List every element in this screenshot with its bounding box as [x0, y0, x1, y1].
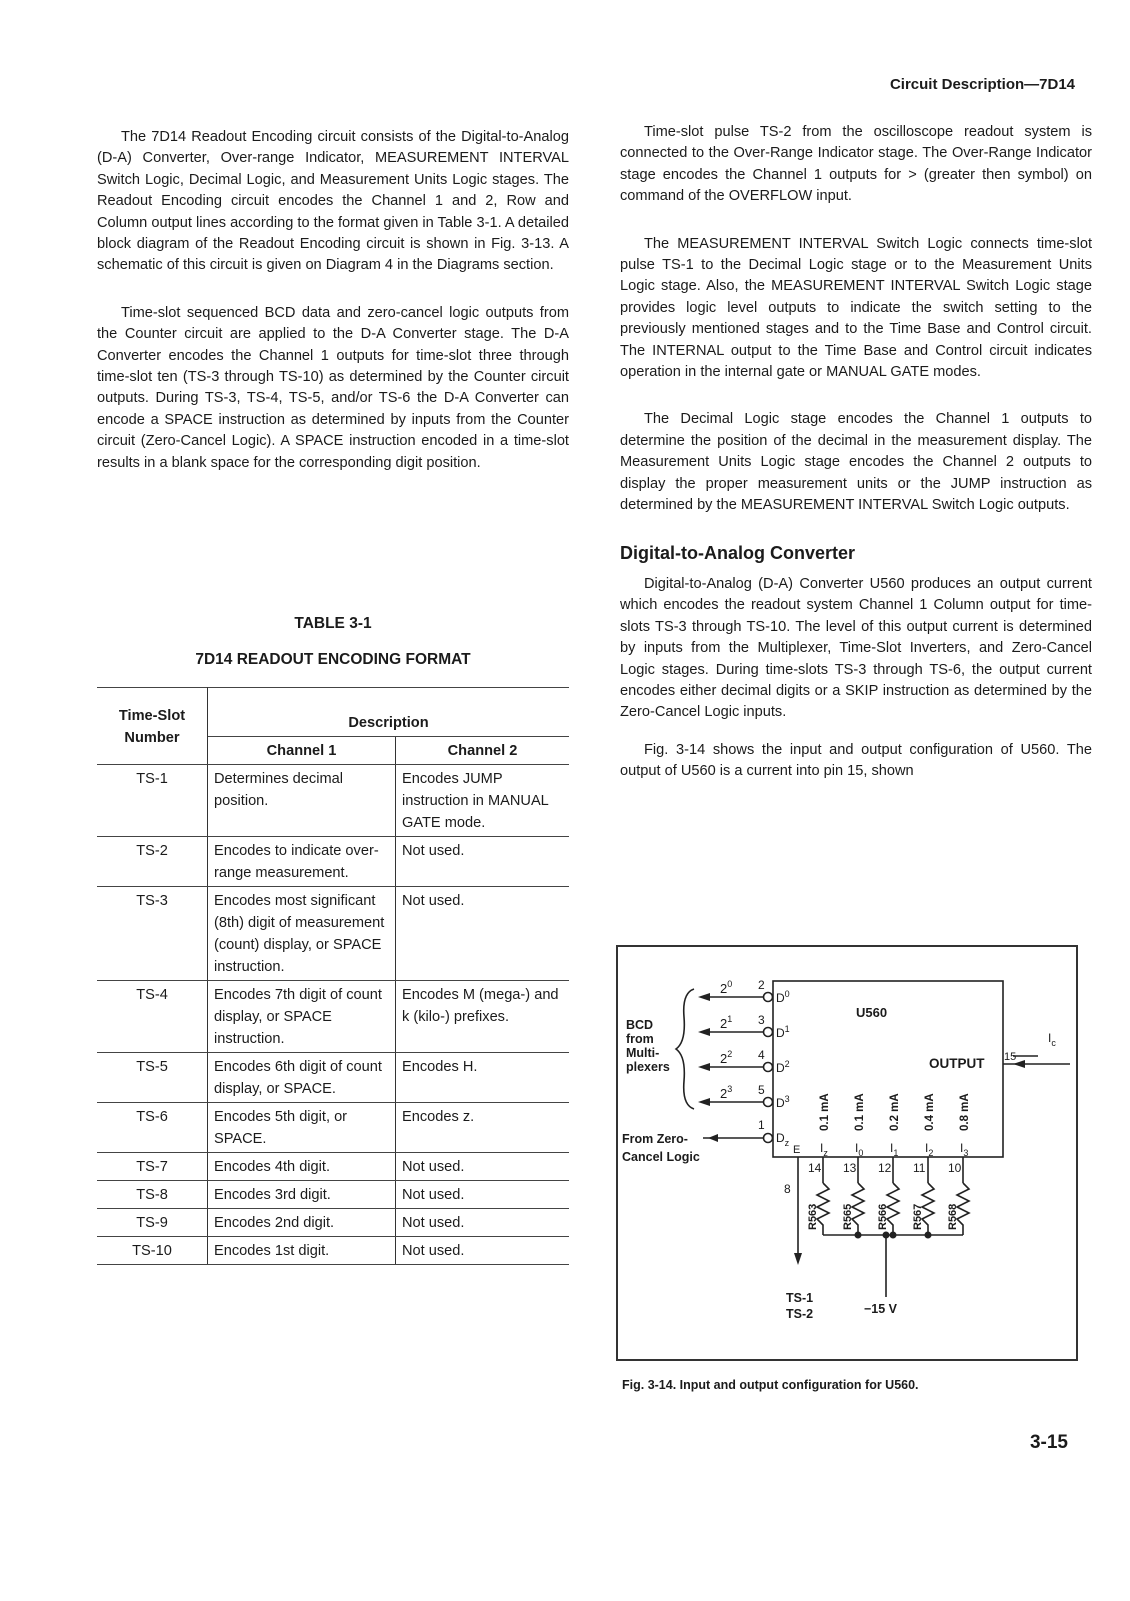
- page-number: 3-15: [1029, 1432, 1068, 1453]
- ts-cell: TS-6: [97, 1103, 208, 1153]
- current-value-i1: 0.2 mA: [889, 1093, 901, 1131]
- pin-2-label: 2: [758, 978, 765, 992]
- pin-4-label: 4: [758, 1048, 765, 1062]
- d-index: 1: [784, 1024, 790, 1034]
- overrange-paragraph: Time-slot pulse TS-2 from the oscilloscope readout system is connected to the Over-Range Indicator stage. The Over-Range Indicator stage encodes the Channel 1 outputs for > (greater then symbol) on command of the OVERFLOW input.: [620, 124, 1092, 205]
- i-subscript: 1: [893, 1148, 899, 1158]
- table-row: [97, 1153, 569, 1181]
- pin15-label: 15: [1004, 1051, 1017, 1063]
- d-letter: D: [776, 1096, 785, 1110]
- weight-base: 2: [720, 1016, 728, 1031]
- ts2-label: TS-2: [786, 1307, 814, 1321]
- weight-exp: 0: [727, 979, 733, 989]
- d0-label: [776, 989, 790, 1005]
- weight-2-0: [720, 979, 732, 996]
- figure-caption: Fig. 3-14. Input and output configuration for U560.: [622, 1378, 919, 1392]
- i-subscript: 2: [928, 1148, 934, 1158]
- supply-label: −15 V: [864, 1302, 898, 1316]
- table-row: [97, 981, 569, 1053]
- ts-cell: TS-2: [97, 837, 208, 887]
- channel1-cell: Encodes 3rd digit.: [208, 1181, 396, 1209]
- weight-2-2: [720, 1049, 732, 1066]
- i1-label: [890, 1141, 898, 1158]
- interval-logic-paragraph: The MEASUREMENT INTERVAL Switch Logic connects time-slot pulse TS-1 to the Decimal Logic stage or to the Measurement Units Logic stage. Also, the MEASUREMENT INTERVAL Switch Logic stage provides logic level outputs to indicate the switch setting to the previously mentioned stages and to the Time Base and Control circuit. The INTERNAL output to the Time Base and Control circuit indicates operation in the internal gate or MANUAL GATE modes.: [620, 235, 1092, 381]
- bcd-label-line3: Multi-: [626, 1046, 660, 1060]
- d-index: 3: [784, 1094, 790, 1104]
- channel1-cell: Encodes 5th digit, or SPACE.: [208, 1103, 396, 1153]
- d-letter: D: [776, 1026, 785, 1040]
- weight-base: 2: [720, 1086, 728, 1101]
- ts-cell: TS-3: [97, 887, 208, 981]
- channel2-cell: Not used.: [396, 1209, 570, 1237]
- i-letter: I: [855, 1141, 859, 1155]
- i-letter: I: [960, 1141, 964, 1155]
- i3-label: [960, 1141, 968, 1158]
- dz-subscript: z: [784, 1138, 790, 1148]
- d-index: 2: [784, 1059, 790, 1069]
- intro-paragraph: The 7D14 Readout Encoding circuit consists of the Digital-to-Analog (D-A) Converter, Over-range Indicator, MEASUREMENT INTERVAL Switch Logic, Decimal Logic, and Measurement Units Logic stages. The Readout Encoding circuit encodes the Channel 1 and 2, Row and Column output lines according to the format given in Table 3-1. A detailed block diagram of the Readout Encoding circuit is shown in Fig. 3-13. A schematic of this circuit is given on Diagram 4 in the Diagrams section.: [97, 129, 569, 274]
- weight-exp: 3: [727, 1084, 733, 1094]
- channel1-cell: Encodes to indicate over-range measurement.: [208, 837, 396, 887]
- ic-letter: I: [1048, 1031, 1052, 1045]
- d2-label: [776, 1059, 790, 1075]
- channel2-cell: Encodes H.: [396, 1053, 570, 1103]
- channel1-cell: Encodes 4th digit.: [208, 1153, 396, 1181]
- i-subscript: z: [823, 1148, 828, 1158]
- table-row: [97, 1181, 569, 1209]
- d3-label: [776, 1094, 790, 1110]
- encoding-format-table: [97, 687, 569, 1265]
- channel1-cell: Encodes most significant (8th) digit of measurement (count) display, or SPACE instruction.: [208, 887, 396, 981]
- table-row: [97, 837, 569, 887]
- chip-label: U560: [856, 1005, 888, 1020]
- channel2-cell: Encodes z.: [396, 1103, 570, 1153]
- current-value-i3: 0.8 mA: [959, 1093, 971, 1131]
- current-value-i2: 0.4 mA: [924, 1093, 936, 1131]
- i-letter: I: [820, 1141, 824, 1155]
- table-row: [97, 1103, 569, 1153]
- figure-3-14: [616, 945, 1078, 1361]
- d-letter: D: [776, 991, 785, 1005]
- ic-subscript: c: [1051, 1038, 1056, 1048]
- i0-label: [855, 1141, 863, 1158]
- pin-1-label: 1: [758, 1118, 765, 1132]
- decimal-logic-paragraph: The Decimal Logic stage encodes the Channel 1 outputs to determine the position of the decimal in the measurement display. The Measurement Units Logic stage encodes the Channel 2 outputs to display the proper measurement units or the JUMP instruction as determined by the MEASUREMENT INTERVAL Switch Logic outputs.: [620, 411, 1092, 514]
- table-body: [97, 765, 569, 1265]
- channel1-cell: Encodes 1st digit.: [208, 1237, 396, 1265]
- pin-10-label: 10: [948, 1161, 962, 1175]
- u560-schematic: [618, 947, 1076, 1359]
- da-converter-paragraph: Digital-to-Analog (D-A) Converter U560 produces an output current which encodes the readout system Channel 1 Column output for time-slots TS-3 through TS-10. The level of this output current is determined by inputs from the Multiplexer, Time-Slot Inverters, and Zero-Cancel Logic stages. During time-slots TS-3 through TS-6, the output current encodes either decimal digits or a SKIP instruction as determined by the Zero-Cancel Logic inputs.: [620, 575, 1092, 721]
- i-subscript: 0: [858, 1148, 864, 1158]
- resistor-r568-label: R568: [947, 1203, 959, 1230]
- weight-exp: 1: [727, 1014, 733, 1024]
- output-label: OUTPUT: [929, 1056, 985, 1071]
- pin-11-label: 11: [913, 1161, 926, 1175]
- channel2-cell: Not used.: [396, 1181, 570, 1209]
- ts-cell: TS-7: [97, 1153, 208, 1181]
- d1-label: [776, 1024, 790, 1040]
- resistor-r563-label: R563: [807, 1203, 819, 1230]
- channel1-cell: Encodes 6th digit of count display, or SPACE.: [208, 1053, 396, 1103]
- ts-cell: TS-1: [97, 765, 208, 837]
- table-row: [97, 1237, 569, 1265]
- i2-label: [925, 1141, 933, 1158]
- bcd-label-line1: BCD: [626, 1018, 654, 1032]
- ts1-label: TS-1: [786, 1291, 814, 1305]
- table-row: [97, 1209, 569, 1237]
- e-label: E: [793, 1144, 801, 1156]
- left-column: [97, 127, 569, 500]
- bcd-label-line2: from: [626, 1032, 654, 1046]
- weight-2-3: [720, 1084, 732, 1101]
- table-row: [97, 887, 569, 981]
- i-letter: I: [925, 1141, 929, 1155]
- table-row: [97, 1053, 569, 1103]
- weight-base: 2: [720, 1051, 728, 1066]
- ic-label: [1048, 1031, 1056, 1048]
- table-title: 7D14 READOUT ENCODING FORMAT: [195, 651, 471, 668]
- channel1-cell: Encodes 7th digit of count display, or SPACE instruction.: [208, 981, 396, 1053]
- i-letter: I: [890, 1141, 894, 1155]
- col-header-channel1: Channel 1: [208, 737, 396, 765]
- i-subscript: 3: [963, 1148, 969, 1158]
- channel2-cell: Not used.: [396, 1153, 570, 1181]
- current-value-iz: 0.1 mA: [819, 1093, 831, 1131]
- resistor-r566-label: R566: [877, 1203, 889, 1230]
- channel2-cell: Not used.: [396, 887, 570, 981]
- pin-5-label: 5: [758, 1083, 765, 1097]
- col-header-timeslot: Time-Slot Number: [97, 688, 208, 765]
- table-3-1: [97, 615, 569, 1265]
- ts-cell: TS-4: [97, 981, 208, 1053]
- channel2-cell: Encodes JUMP instruction in MANUAL GATE mode.: [396, 765, 570, 837]
- table-number: TABLE 3-1: [294, 615, 372, 632]
- zero-cancel-label-line2: Cancel Logic: [622, 1150, 700, 1164]
- weight-exp: 2: [727, 1049, 733, 1059]
- pin-13-label: 13: [843, 1161, 857, 1175]
- zero-cancel-label-line1: From Zero-: [622, 1132, 688, 1146]
- col-header-description: Description: [208, 688, 570, 737]
- bcd-label-line4: plexers: [626, 1060, 670, 1074]
- running-header: Circuit Description—7D14: [889, 76, 1075, 93]
- iz-label: [820, 1141, 828, 1158]
- ts-cell: TS-9: [97, 1209, 208, 1237]
- channel1-cell: Determines decimal position.: [208, 765, 396, 837]
- current-value-i0: 0.1 mA: [854, 1093, 866, 1131]
- col-header-channel2: Channel 2: [396, 737, 570, 765]
- pin-14-label: 14: [808, 1161, 822, 1175]
- ts-cell: TS-8: [97, 1181, 208, 1209]
- channel1-cell: Encodes 2nd digit.: [208, 1209, 396, 1237]
- table-row: [97, 765, 569, 837]
- pin8-label: 8: [784, 1182, 791, 1196]
- pin-3-label: 3: [758, 1013, 765, 1027]
- dz-letter: D: [776, 1131, 785, 1145]
- ts-cell: TS-10: [97, 1237, 208, 1265]
- dz-label: [776, 1131, 790, 1148]
- right-column: [620, 122, 1092, 809]
- pin-12-label: 12: [878, 1161, 892, 1175]
- weight-2-1: [720, 1014, 732, 1031]
- resistor-r565-label: R565: [842, 1203, 854, 1230]
- section-heading: Digital-to-Analog Converter: [620, 542, 856, 563]
- fig-reference-paragraph: Fig. 3-14 shows the input and output configuration of U560. The output of U560 is a current into pin 15, shown: [620, 741, 1092, 780]
- resistor-r567-label: R567: [912, 1203, 924, 1230]
- channel2-cell: Not used.: [396, 1237, 570, 1265]
- d-index: 0: [784, 989, 790, 999]
- ts-cell: TS-5: [97, 1053, 208, 1103]
- d-letter: D: [776, 1061, 785, 1075]
- channel2-cell: Not used.: [396, 837, 570, 887]
- timeslot-paragraph: Time-slot sequenced BCD data and zero-cancel logic outputs from the Counter circuit are applied to the D-A Converter stage. The D-A Converter encodes the Channel 1 outputs for time-slot three through time-slot ten (TS-3 through TS-10) as determined by the Counter circuit outputs. During TS-3, TS-4, TS-5, and/or TS-6 the D-A Converter can encode a SPACE instruction as determined by inputs from the Counter circuit (Zero-Cancel Logic). A SPACE instruction encoded in a time-slot results in a blank space for the corresponding digit position.: [97, 304, 569, 471]
- channel2-cell: Encodes M (mega-) and k (kilo-) prefixes.: [396, 981, 570, 1053]
- weight-base: 2: [720, 981, 728, 996]
